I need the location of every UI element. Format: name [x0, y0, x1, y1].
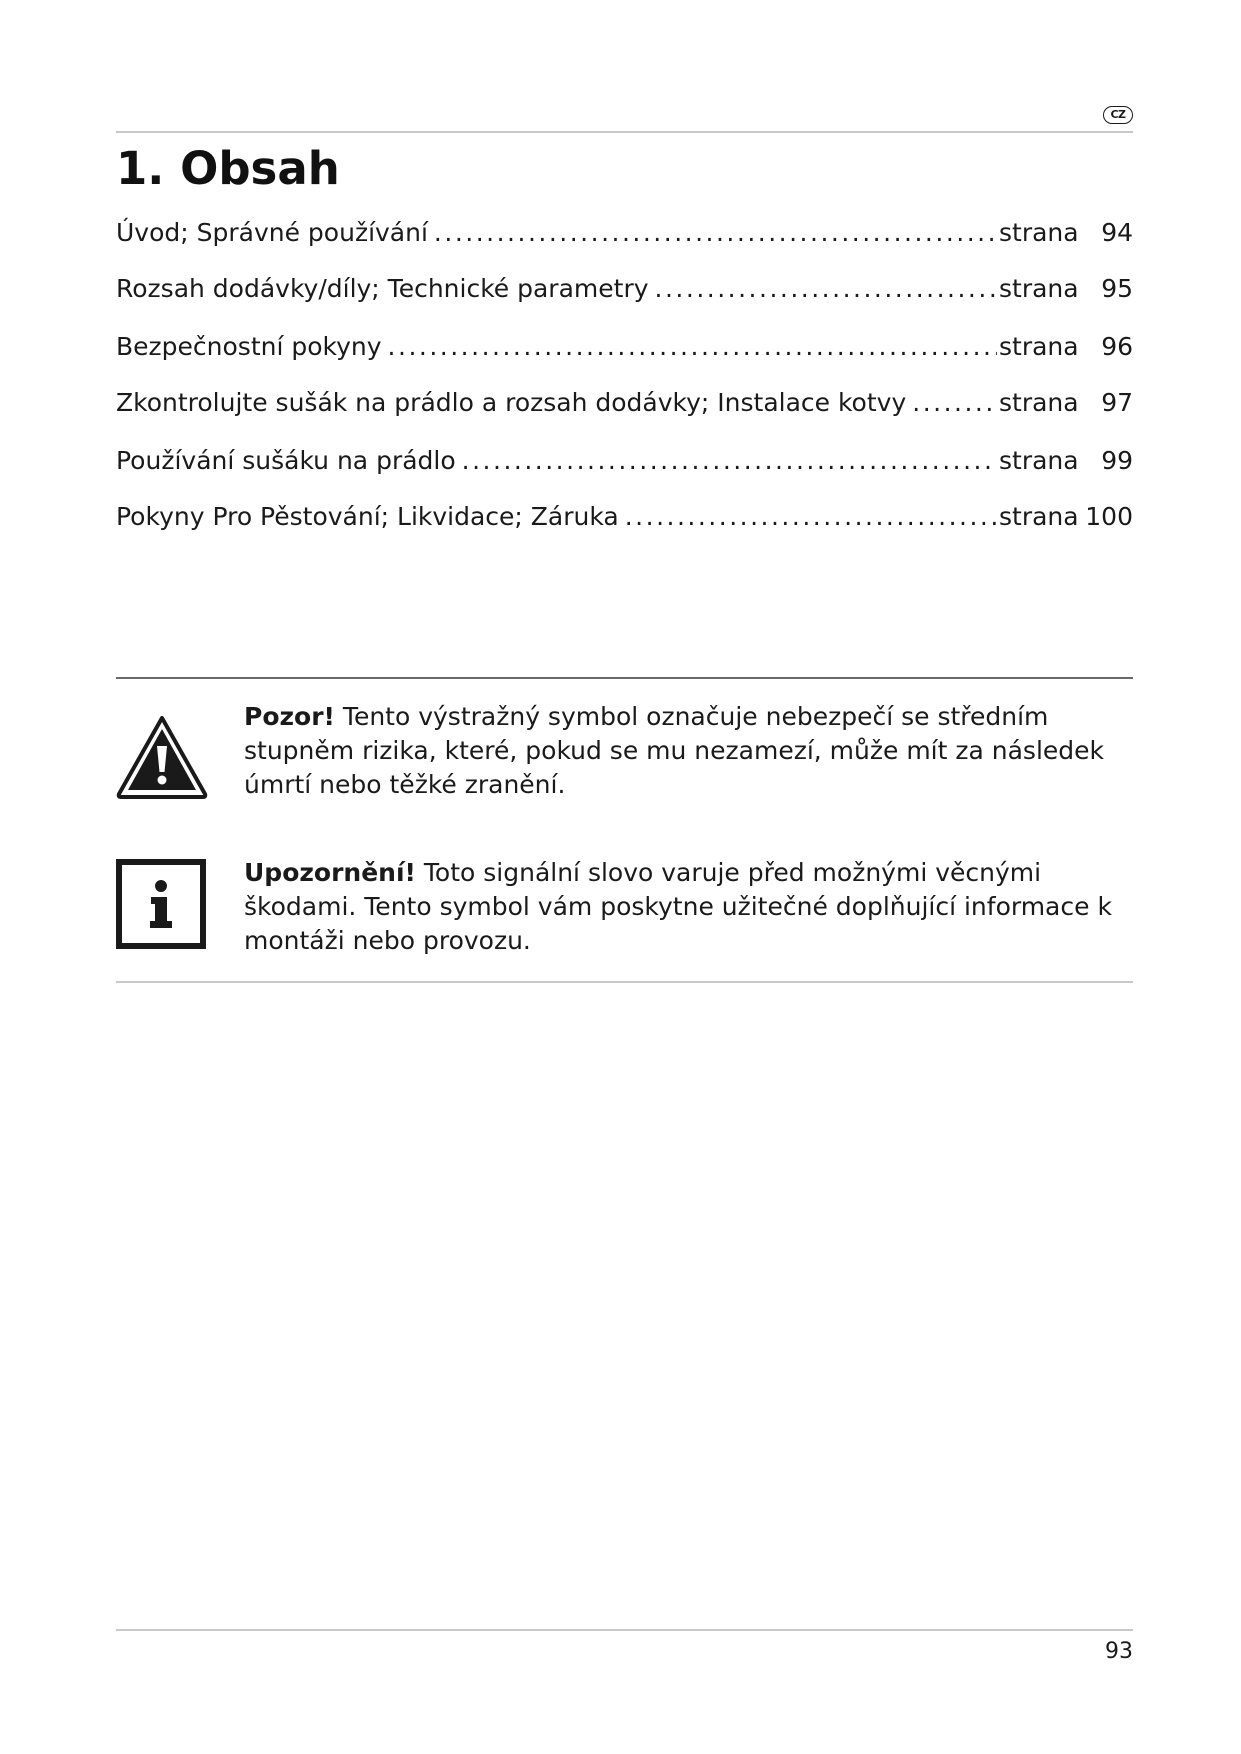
- toc-leader-dots: [388, 330, 997, 364]
- info-heading: Upozornění!: [244, 858, 416, 887]
- toc-entry-title: Rozsah dodávky/díly; Technické parametry: [116, 274, 649, 303]
- warning-body: Tento výstražný symbol označuje nebezpečí se středním stupněm rizika, které, pokud se mu nezamezí, může mít za následek úmrtí nebo těžké zranění.: [244, 702, 1104, 799]
- header-divider: [116, 131, 1133, 133]
- toc-entry-title: Pokyny Pro Pěstování; Likvidace; Záruka: [116, 502, 619, 531]
- toc-entry-page: 94: [1101, 218, 1133, 247]
- info-body: Toto signální slovo varuje před možnými věcnými škodami. Tento symbol vám poskytne užitečné doplňující informace k montáži nebo provozu.: [244, 858, 1112, 955]
- toc-entry-page: 99: [1101, 446, 1133, 475]
- toc-entry-label: strana: [999, 388, 1079, 417]
- toc-entry-title: Bezpečnostní pokyny: [116, 332, 382, 361]
- toc-entry-page: 96: [1101, 332, 1133, 361]
- toc-entry-label: strana: [999, 332, 1079, 361]
- warning-triangle-icon: [116, 714, 208, 804]
- toc-entry[interactable]: [116, 272, 1133, 306]
- toc-entry-page: 97: [1101, 388, 1133, 417]
- toc-entry[interactable]: [116, 216, 1133, 250]
- toc-entry-label: strana: [999, 502, 1079, 531]
- toc-entry-title: Zkontrolujte sušák na prádlo a rozsah dodávky; Instalace kotvy: [116, 388, 907, 417]
- toc-entry-page: 100: [1085, 502, 1133, 531]
- info-notice-text: [244, 856, 1133, 958]
- toc-entry[interactable]: [116, 386, 1133, 420]
- notices-top-divider: [116, 677, 1133, 679]
- toc-entry[interactable]: [116, 500, 1133, 534]
- warning-notice-text: [244, 700, 1133, 802]
- toc-leader-dots: [625, 500, 997, 534]
- notices-bottom-divider: [116, 981, 1133, 983]
- toc-entry[interactable]: [116, 330, 1133, 364]
- warning-heading: Pozor!: [244, 702, 335, 731]
- toc-entry-page: 95: [1101, 274, 1133, 303]
- toc-leader-dots: [912, 386, 997, 420]
- toc-leader-dots: [462, 444, 997, 478]
- page-number: 93: [1105, 1639, 1133, 1664]
- toc-entry-title: Používání sušáku na prádlo: [116, 446, 456, 475]
- info-icon: [116, 859, 206, 953]
- toc-entry-label: strana: [999, 274, 1079, 303]
- toc-leader-dots: [434, 216, 997, 250]
- toc-entry-title: Úvod; Správné používání: [116, 218, 428, 247]
- toc-entry[interactable]: [116, 444, 1133, 478]
- language-badge: CZ: [1103, 106, 1133, 124]
- footer-divider: [116, 1629, 1133, 1631]
- toc-entry-label: strana: [999, 218, 1079, 247]
- toc-entry-label: strana: [999, 446, 1079, 475]
- page-title: 1. Obsah: [116, 142, 340, 195]
- toc-leader-dots: [655, 272, 997, 306]
